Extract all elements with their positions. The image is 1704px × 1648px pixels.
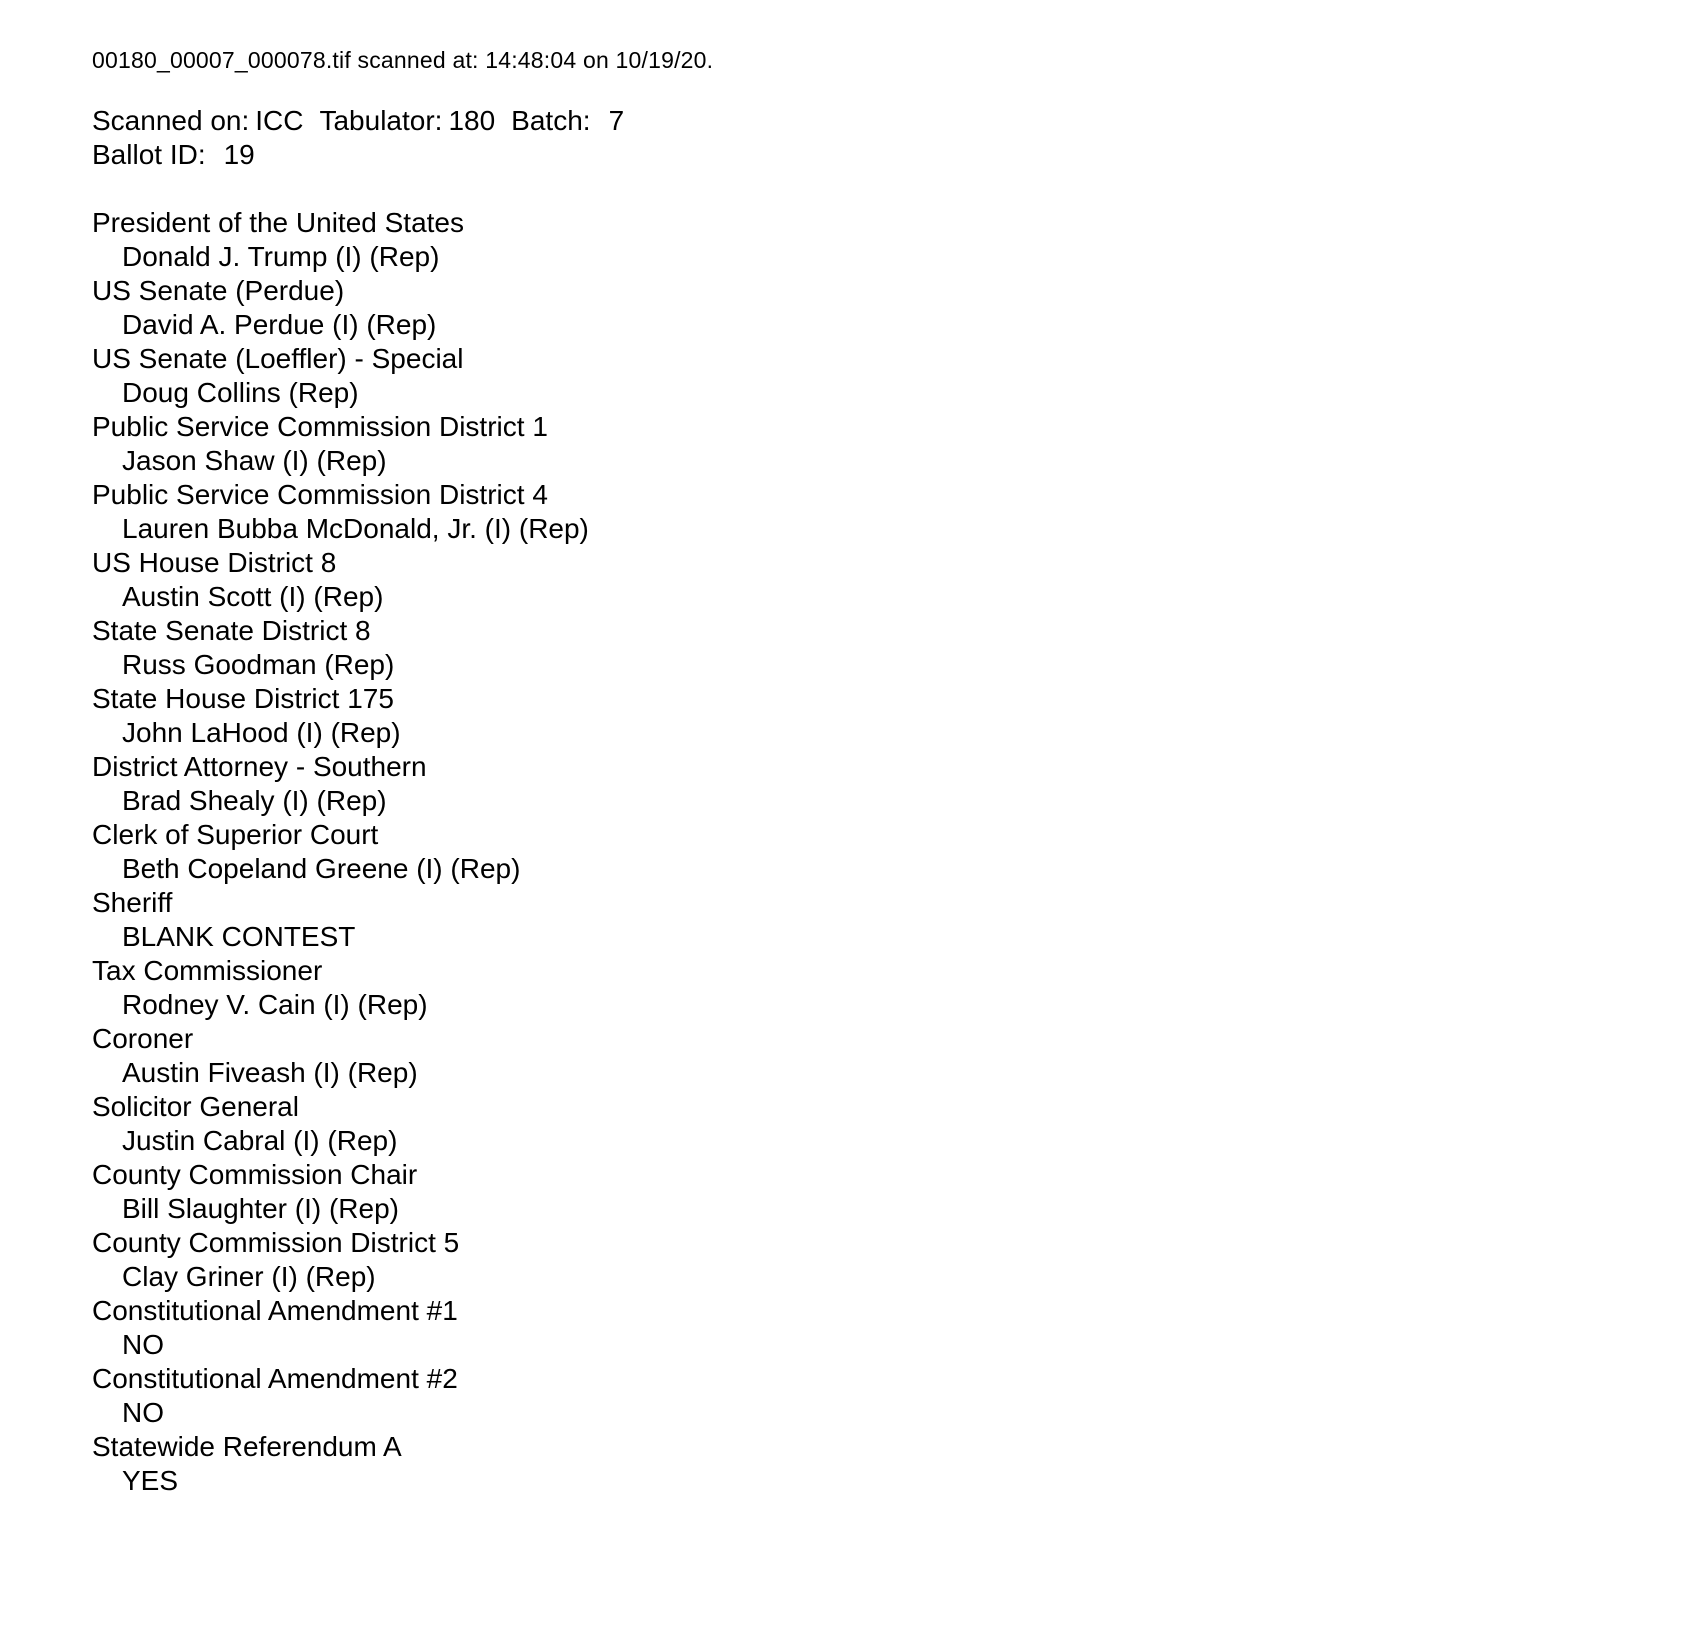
contest-office: County Commission Chair: [92, 1159, 418, 1190]
contest-office: Constitutional Amendment #1: [92, 1295, 458, 1326]
contest-office: Clerk of Superior Court: [92, 819, 379, 850]
contest-item: [92, 342, 1644, 410]
contest-selection: Clay Griner (I) (Rep): [122, 1261, 376, 1292]
ballot-id-value: 19: [223, 139, 255, 170]
ballot-id-field: [92, 139, 255, 170]
contest-item: [92, 682, 1644, 750]
scan-filename-line: 00180_00007_000078.tif scanned at: 14:48:04 on 10/19/20.: [92, 47, 714, 73]
contest-selection: Lauren Bubba McDonald, Jr. (I) (Rep): [122, 513, 589, 544]
contest-selection: YES: [122, 1465, 179, 1496]
contest-item: [92, 1022, 1644, 1090]
contest-selection: Rodney V. Cain (I) (Rep): [122, 989, 428, 1020]
contest-item: [92, 478, 1644, 546]
contest-office: Tax Commissioner: [92, 955, 323, 986]
contest-office: President of the United States: [92, 207, 464, 238]
contest-item: [92, 1158, 1644, 1226]
scanned-on-field: [92, 105, 303, 136]
tabulator-value: 180: [448, 105, 496, 136]
batch-value: 7: [608, 105, 625, 136]
contest-selection: Justin Cabral (I) (Rep): [122, 1125, 398, 1156]
contest-office: Coroner: [92, 1023, 194, 1054]
contest-office: Public Service Commission District 4: [92, 479, 548, 510]
contest-selection: Brad Shealy (I) (Rep): [122, 785, 387, 816]
tabulator-label: Tabulator:: [319, 105, 443, 136]
contest-office: Solicitor General: [92, 1091, 299, 1122]
contest-selection: Bill Slaughter (I) (Rep): [122, 1193, 399, 1224]
contest-selection: Jason Shaw (I) (Rep): [122, 445, 387, 476]
contest-office: US House District 8: [92, 547, 337, 578]
scanned-on-value: ICC: [255, 105, 304, 136]
scan-meta-line: [92, 104, 1644, 138]
contest-item: [92, 206, 1644, 274]
contest-item: [92, 410, 1644, 478]
contest-selection: Doug Collins (Rep): [122, 377, 359, 408]
contest-selection: BLANK CONTEST: [122, 921, 356, 952]
contest-item: [92, 1294, 1644, 1362]
batch-field: [511, 105, 624, 136]
contest-office: US Senate (Loeffler) - Special: [92, 343, 464, 374]
contest-office: Sheriff: [92, 887, 173, 918]
contest-list: [92, 206, 1644, 1498]
contest-office: State Senate District 8: [92, 615, 371, 646]
ballot-id-line: [92, 138, 1644, 172]
contest-item: [92, 1226, 1644, 1294]
contest-selection: NO: [122, 1397, 164, 1428]
contest-item: [92, 750, 1644, 818]
contest-item: [92, 1090, 1644, 1158]
contest-item: [92, 954, 1644, 1022]
contest-selection: David A. Perdue (I) (Rep): [122, 309, 437, 340]
batch-label: Batch:: [511, 105, 591, 136]
contest-selection: Donald J. Trump (I) (Rep): [122, 241, 440, 272]
contest-item: [92, 1430, 1644, 1498]
contest-item: [92, 1362, 1644, 1430]
contest-selection: Austin Scott (I) (Rep): [122, 581, 384, 612]
contest-selection: Russ Goodman (Rep): [122, 649, 395, 680]
tabulator-field: [319, 105, 495, 136]
contest-item: [92, 818, 1644, 886]
contest-item: [92, 546, 1644, 614]
contest-office: Statewide Referendum A: [92, 1431, 402, 1462]
contest-item: [92, 886, 1644, 954]
contest-item: [92, 274, 1644, 342]
contest-office: Constitutional Amendment #2: [92, 1363, 458, 1394]
contest-office: Public Service Commission District 1: [92, 411, 548, 442]
contest-office: District Attorney - Southern: [92, 751, 427, 782]
scanned-on-label: Scanned on:: [92, 105, 250, 136]
contest-office: County Commission District 5: [92, 1227, 460, 1258]
contest-selection: Austin Fiveash (I) (Rep): [122, 1057, 418, 1088]
contest-item: [92, 614, 1644, 682]
contest-office: US Senate (Perdue): [92, 275, 345, 306]
ballot-id-label: Ballot ID:: [92, 139, 206, 170]
contest-selection: John LaHood (I) (Rep): [122, 717, 401, 748]
contest-office: State House District 175: [92, 683, 394, 714]
contest-selection: Beth Copeland Greene (I) (Rep): [122, 853, 521, 884]
contest-selection: NO: [122, 1329, 164, 1360]
